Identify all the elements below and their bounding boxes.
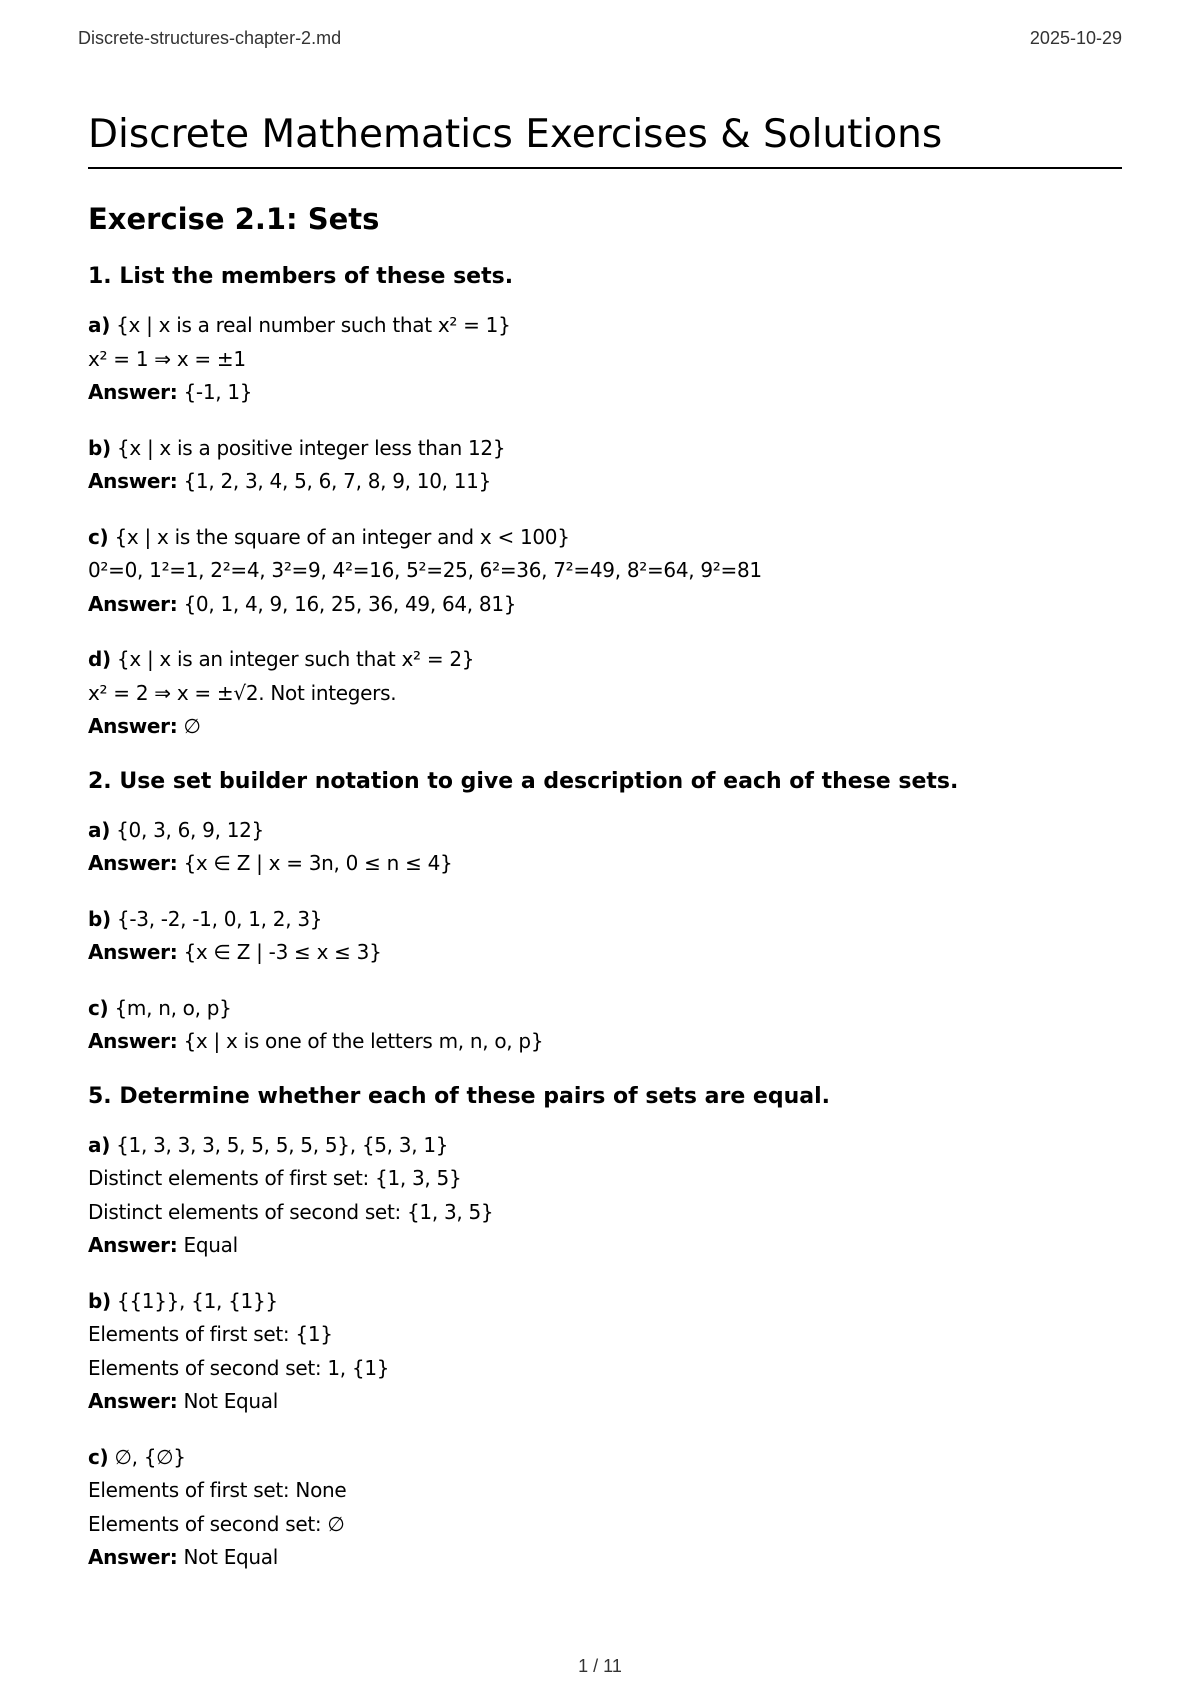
question-heading: 1. List the members of these sets.	[88, 264, 514, 289]
part-prompt: {x | x is the square of an integer and x < 100}	[114, 524, 570, 549]
answer-label: Answer:	[88, 714, 178, 738]
answer-value: {x ∈ Z | -3 ≤ x ≤ 3}	[183, 940, 382, 964]
part-block	[88, 309, 1122, 410]
answer-label: Answer:	[88, 1233, 178, 1257]
answer-line	[88, 1385, 1122, 1419]
part-prompt: {1, 3, 3, 3, 5, 5, 5, 5, 5}, {5, 3, 1}	[116, 1132, 449, 1157]
answer-label: Answer:	[88, 940, 178, 964]
part-label: a)	[88, 817, 111, 842]
part-label: d)	[88, 647, 111, 671]
work-line: Elements of first set: None	[88, 1478, 347, 1502]
work-line: Elements of second set: 1, {1}	[88, 1355, 390, 1380]
answer-line	[88, 588, 1122, 622]
part-label: c)	[88, 995, 109, 1020]
work-line: Distinct elements of first set: {1, 3, 5}	[88, 1166, 462, 1190]
answer-label: Answer:	[88, 469, 178, 493]
part-block	[88, 903, 1122, 970]
part-prompt: ∅, {∅}	[114, 1444, 186, 1469]
part-prompt-line	[88, 1441, 1122, 1475]
answer-line	[88, 1229, 1122, 1263]
part-label: c)	[88, 524, 109, 549]
header-filename: Discrete-structures-chapter-2.md	[78, 28, 342, 48]
part-label: a)	[88, 1132, 111, 1157]
part-block	[88, 992, 1122, 1059]
part-block	[88, 1441, 1122, 1575]
part-prompt-line	[88, 1129, 1122, 1163]
page-title: Discrete Mathematics Exercises & Solutions	[88, 112, 1122, 169]
part-prompt-line	[88, 309, 1122, 343]
question-heading: 2. Use set builder notation to give a description of each of these sets.	[88, 768, 959, 794]
part-prompt: {x | x is a real number such that x² = 1}	[116, 313, 511, 337]
answer-value: ∅	[183, 714, 201, 738]
part-label: b)	[88, 1288, 111, 1313]
answer-value: {0, 1, 4, 9, 16, 25, 36, 49, 64, 81}	[183, 591, 517, 616]
answer-line	[88, 710, 1122, 744]
answer-label: Answer:	[88, 591, 178, 616]
answer-value: {-1, 1}	[183, 380, 253, 404]
part-label: c)	[88, 1444, 109, 1469]
part-prompt-line	[88, 992, 1122, 1026]
answer-value: Equal	[183, 1233, 238, 1257]
answer-value: Not Equal	[183, 1545, 279, 1569]
part-block	[88, 814, 1122, 881]
answer-label: Answer:	[88, 1545, 178, 1569]
part-label: b)	[88, 435, 111, 460]
part-prompt: {-3, -2, -1, 0, 1, 2, 3}	[116, 906, 323, 931]
answer-label: Answer:	[88, 380, 178, 404]
part-block	[88, 521, 1122, 622]
work-line: 0²=0, 1²=1, 2²=4, 3²=9, 4²=16, 5²=25, 6²=36, 7²=49, 8²=64, 9²=81	[88, 558, 762, 582]
answer-value: Not Equal	[183, 1389, 279, 1413]
part-prompt-line	[88, 903, 1122, 937]
answer-line	[88, 1541, 1122, 1575]
work-line: Elements of second set: ∅	[88, 1511, 345, 1536]
part-prompt: {0, 3, 6, 9, 12}	[116, 817, 264, 842]
answer-value: {x ∈ Z | x = 3n, 0 ≤ n ≤ 4}	[183, 851, 453, 875]
part-prompt-line	[88, 814, 1122, 848]
question-heading: 5. Determine whether each of these pairs of sets are equal.	[88, 1083, 830, 1109]
answer-line	[88, 847, 1122, 881]
work-line: x² = 2 ⇒ x = ±√2. Not integers.	[88, 680, 397, 705]
part-prompt: {m, n, o, p}	[114, 995, 232, 1020]
part-label: a)	[88, 313, 111, 337]
answer-line	[88, 1025, 1122, 1059]
part-prompt: {{1}}, {1, {1}}	[116, 1288, 278, 1313]
part-prompt-line	[88, 521, 1122, 555]
answer-line	[88, 465, 1122, 499]
header-date: 2025-10-29	[1029, 28, 1122, 48]
part-block	[88, 1129, 1122, 1263]
exercise-heading: Exercise 2.1: Sets	[88, 202, 380, 236]
part-block	[88, 643, 1122, 744]
part-prompt-line	[88, 643, 1122, 677]
part-prompt-line	[88, 432, 1122, 466]
part-block	[88, 1285, 1122, 1419]
answer-label: Answer:	[88, 851, 178, 875]
work-line: x² = 1 ⇒ x = ±1	[88, 346, 246, 371]
work-line: Elements of first set: {1}	[88, 1322, 333, 1346]
answer-value: {x | x is one of the letters m, n, o, p}	[183, 1029, 544, 1053]
part-prompt-line	[88, 1285, 1122, 1319]
part-block	[88, 432, 1122, 499]
work-line: Distinct elements of second set: {1, 3, 5}	[88, 1199, 494, 1224]
questions-container	[88, 261, 1122, 1575]
answer-label: Answer:	[88, 1389, 178, 1413]
part-prompt: {x | x is a positive integer less than 12}	[116, 435, 506, 460]
page-number: 1 / 11	[578, 1656, 622, 1676]
document-body	[88, 112, 1122, 1575]
part-label: b)	[88, 906, 111, 931]
answer-line	[88, 376, 1122, 410]
answer-line	[88, 936, 1122, 970]
answer-label: Answer:	[88, 1029, 178, 1053]
answer-value: {1, 2, 3, 4, 5, 6, 7, 8, 9, 10, 11}	[183, 469, 492, 493]
part-prompt: {x | x is an integer such that x² = 2}	[116, 647, 475, 671]
